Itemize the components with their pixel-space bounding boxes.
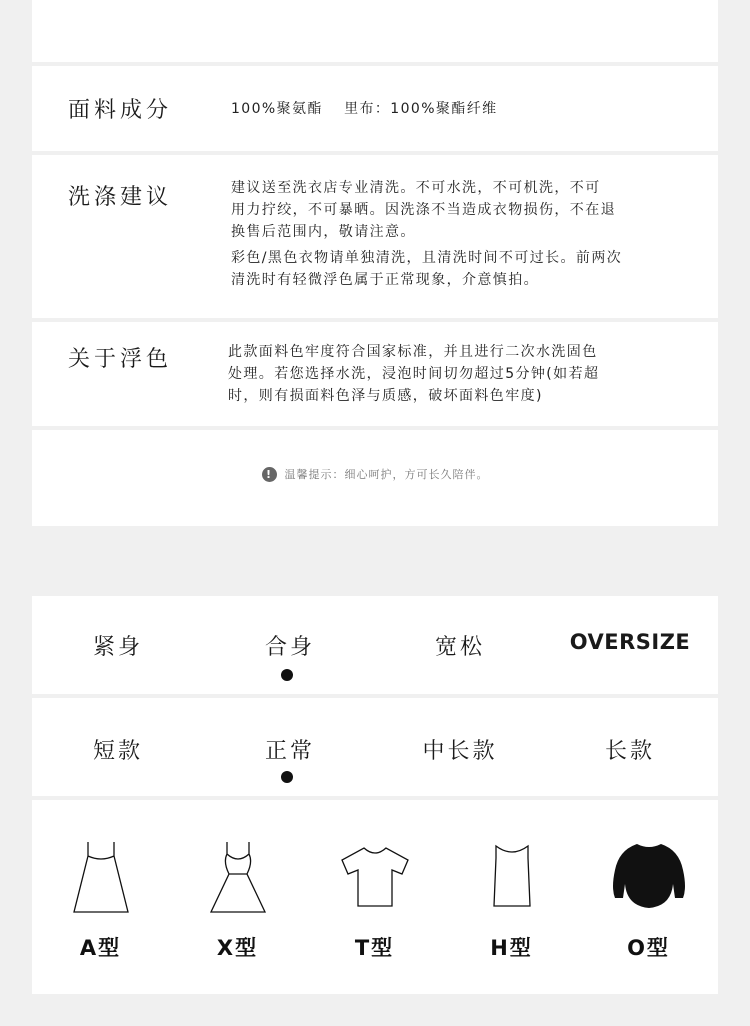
h-line-tank-icon — [482, 840, 542, 914]
washing-line: 清洗时有轻微浮色属于正常现象，介意慎拍。 — [231, 272, 539, 288]
color-fading-title: 关于浮色 — [68, 347, 173, 372]
color-fading-text — [228, 341, 698, 407]
length-option-mid-long: 中长款 — [422, 739, 498, 764]
color-fading-line: 时，则有损面料色泽与质感，破坏面料色牢度) — [228, 388, 543, 404]
shape-x — [169, 840, 306, 962]
top-card — [32, 0, 718, 62]
shape-h — [443, 840, 580, 962]
color-fading-line: 此款面料色牢度符合国家标准，并且进行二次水洗固色 — [228, 344, 598, 360]
shape-x-label: X型 — [216, 936, 259, 960]
fit-selected-dot — [281, 669, 293, 681]
washing-section — [32, 155, 718, 318]
exclamation-icon: ! — [262, 467, 277, 482]
shape-o — [580, 840, 717, 962]
fabric-text — [231, 98, 701, 120]
fit-option-oversize: OVERSIZE — [569, 630, 691, 654]
shape-h-label: H型 — [490, 936, 533, 960]
washing-line: 彩色/黑色衣物请单独清洗，且清洗时间不可过长。前两次 — [231, 250, 623, 266]
tip — [32, 466, 718, 482]
washing-paragraph-2 — [231, 247, 701, 291]
tip-section — [32, 430, 718, 526]
t-shirt-icon — [338, 840, 412, 914]
washing-line: 用力拧绞，不可暴晒。因洗涤不当造成衣物损伤，不在退 — [231, 202, 616, 218]
length-section — [32, 698, 718, 796]
color-fading-section — [32, 322, 718, 426]
shape-o-label: O型 — [627, 936, 670, 960]
color-fading-line: 处理。若您选择水洗，浸泡时间切勿超过5分钟(如若超 — [228, 366, 600, 382]
shape-t — [306, 840, 443, 962]
length-option-short: 短款 — [92, 739, 143, 764]
tip-text: 温馨提示：细心呵护，方可长久陪伴。 — [284, 468, 489, 481]
shape-t-label: T型 — [354, 936, 395, 960]
silhouette-section — [32, 800, 718, 994]
o-line-sweater-icon — [609, 840, 689, 914]
fabric-section — [32, 66, 718, 151]
x-line-dress-icon — [203, 840, 273, 914]
length-selected-dot — [281, 771, 293, 783]
shape-a-label: A型 — [79, 936, 122, 960]
washing-text — [231, 177, 701, 291]
fit-option-tight: 紧身 — [92, 635, 143, 660]
washing-paragraph-1 — [231, 177, 701, 243]
color-fading-paragraph — [228, 341, 698, 407]
washing-line: 换售后范围内，敬请注意。 — [231, 224, 416, 240]
fabric-text-line: 100%聚氨酯 里布：100%聚酯纤维 — [231, 101, 498, 117]
fit-option-loose: 宽松 — [434, 635, 485, 660]
length-option-normal: 正常 — [264, 739, 315, 764]
fabric-title: 面料成分 — [68, 98, 173, 123]
fit-section — [32, 596, 718, 694]
a-line-dress-icon — [66, 840, 136, 914]
shape-a — [32, 840, 169, 962]
fit-option-regular: 合身 — [264, 635, 315, 660]
washing-line: 建议送至洗衣店专业清洗。不可水洗，不可机洗，不可 — [231, 180, 601, 196]
length-option-long: 长款 — [604, 739, 655, 764]
washing-title: 洗涤建议 — [68, 185, 173, 210]
